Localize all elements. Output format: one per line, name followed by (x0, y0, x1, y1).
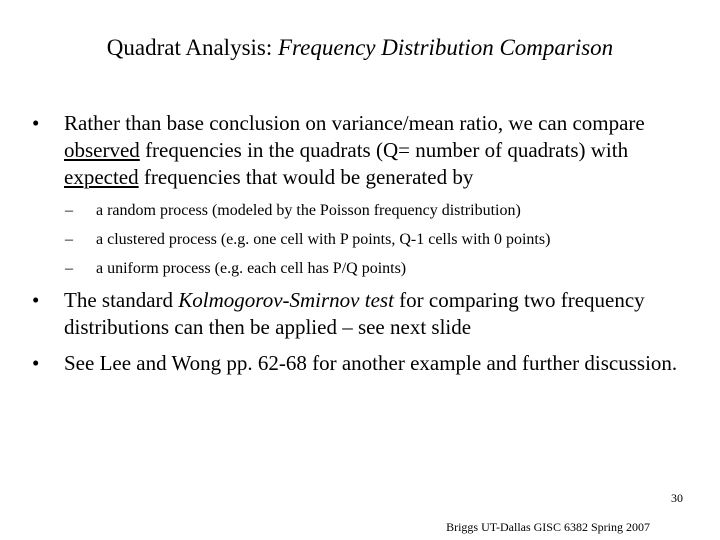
subbullet-clustered-process (65, 230, 695, 250)
slide-title (0, 33, 720, 63)
bullet1-part3: frequencies that would be generated by (138, 165, 474, 189)
bullet2-part2: for comparing two frequency distributions can then be applied – see next slide (64, 288, 645, 339)
bullet-marker: • (32, 288, 40, 312)
subbullet-text: a clustered process (e.g. one cell with P points, Q-1 cells with 0 points) (96, 231, 551, 248)
title-plain: Quadrat Analysis: (106, 35, 278, 60)
bullet-lee-wong (32, 350, 682, 377)
sub-dash: – (65, 231, 73, 248)
subbullet-text: a uniform process (e.g. each cell has P/Q points) (96, 260, 407, 277)
footer-credit: Briggs UT-Dallas GISC 6382 Spring 2007 (446, 520, 650, 534)
title-italic: Frequency Distribution Comparison (278, 35, 614, 60)
bullet1-part2: frequencies in the quadrats (Q= number of quadrats) with (139, 138, 629, 162)
page-number: 30 (671, 491, 683, 505)
subbullet-text: a random process (modeled by the Poisson frequency distribution) (96, 202, 521, 219)
bullet2-italic: Kolmogorov-Smirnov test (178, 288, 394, 312)
sub-dash: – (65, 260, 73, 277)
bullet-text (64, 110, 682, 191)
bullet-marker: • (32, 351, 40, 375)
bullet-variance-mean (32, 110, 682, 191)
bullet-text: See Lee and Wong pp. 62-68 for another example and further discussion. (64, 351, 678, 375)
bullet1-part1: Rather than base conclusion on variance/mean ratio, we can compare (64, 111, 645, 135)
bullet1-observed: observed (64, 138, 140, 162)
sub-dash: – (65, 202, 73, 219)
bullet-ks-test (32, 287, 682, 341)
subbullet-uniform-process (65, 259, 695, 279)
bullet2-part1: The standard (64, 288, 179, 312)
subbullet-random-process (65, 201, 695, 221)
bullet1-expected: expected (64, 165, 139, 189)
bullet-text (64, 287, 682, 341)
bullet-marker: • (32, 111, 40, 135)
